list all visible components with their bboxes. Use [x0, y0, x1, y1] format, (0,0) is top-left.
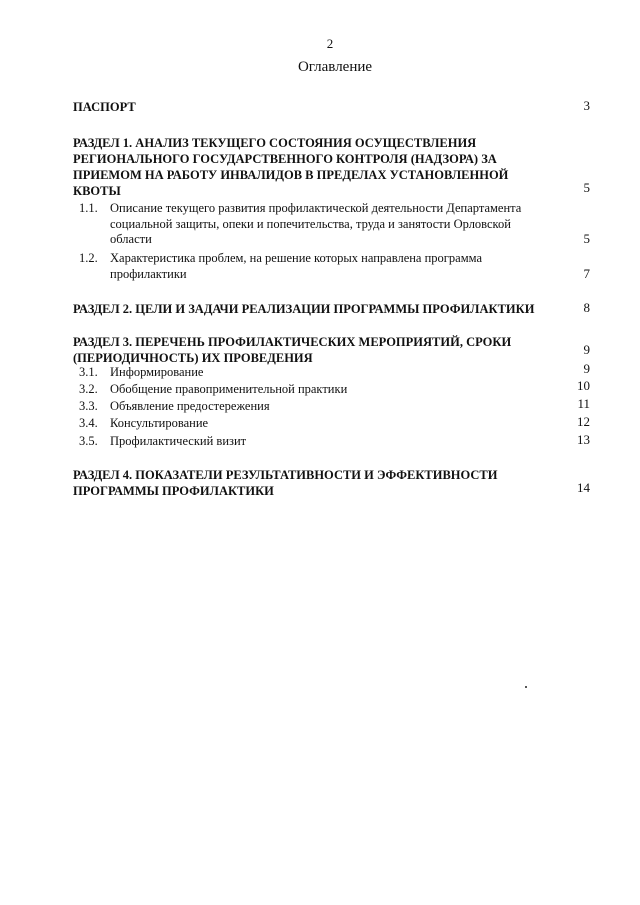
toc-page-ref: 3 [583, 98, 590, 113]
toc-page-ref: 8 [583, 300, 590, 315]
toc-entry-subsection-3-5[interactable] [110, 434, 530, 450]
toc-page-ref: 5 [583, 180, 590, 195]
toc-entry-text: Объявление предостережения [110, 399, 270, 413]
toc-title: Оглавление [297, 59, 373, 75]
toc-entry-subsection-3-1[interactable] [110, 365, 530, 381]
toc-entry-subsection-3-2[interactable] [110, 382, 530, 398]
toc-page-ref: 11 [577, 396, 590, 411]
toc-page-ref: 7 [583, 266, 590, 281]
toc-page-ref: 10 [577, 378, 590, 393]
toc-entry-subsection-1-1[interactable] [110, 201, 552, 248]
toc-entry-number: 1.2. [79, 251, 98, 265]
toc-entry-number: 3.1. [79, 365, 98, 379]
toc-page-ref: 5 [583, 231, 590, 246]
toc-entry-number: 3.4. [79, 416, 98, 430]
toc-entry-text: РАЗДЕЛ 4. ПОКАЗАТЕЛИ РЕЗУЛЬТАТИВНОСТИ И ЭФФЕКТИВНОСТИ ПРОГРАММЫ ПРОФИЛАКТИКИ [73, 468, 498, 498]
toc-page-ref: 9 [583, 342, 590, 357]
toc-page-ref: 14 [577, 480, 590, 495]
page-number: 2 [326, 36, 334, 51]
toc-entry-text: РАЗДЕЛ 1. АНАЛИЗ ТЕКУЩЕГО СОСТОЯНИЯ ОСУЩЕСТВЛЕНИЯ РЕГИОНАЛЬНОГО ГОСУДАРСТВЕННОГО КОНТРОЛЯ (НАДЗОРА) ЗА ПРИЕМОМ НА РАБОТУ ИНВАЛИДОВ В ПРЕДЕЛАХ УСТАНОВЛЕННОЙ КВОТЫ [73, 136, 509, 198]
toc-entry-subsection-1-2[interactable] [110, 251, 560, 282]
toc-entry-text: РАЗДЕЛ 3. ПЕРЕЧЕНЬ ПРОФИЛАКТИЧЕСКИХ МЕРОПРИЯТИЙ, СРОКИ (ПЕРИОДИЧНОСТЬ) ИХ ПРОВЕДЕНИЯ [73, 335, 512, 365]
stray-mark [525, 686, 527, 688]
toc-entry-text: Консультирование [110, 416, 209, 430]
toc-entry-number: 1.1. [79, 201, 98, 215]
toc-entry-passport[interactable] [73, 100, 513, 116]
toc-page-ref: 13 [577, 432, 590, 447]
toc-entry-number: 3.3. [79, 399, 98, 413]
toc-entry-subsection-3-3[interactable] [110, 399, 530, 415]
toc-entry-section-1[interactable] [73, 135, 551, 199]
toc-entry-text: ПАСПОРТ [73, 100, 136, 114]
toc-entry-text: Профилактический визит [110, 434, 247, 448]
toc-entry-text: РАЗДЕЛ 2. ЦЕЛИ И ЗАДАЧИ РЕАЛИЗАЦИИ ПРОГРАММЫ ПРОФИЛАКТИКИ [73, 302, 535, 316]
toc-page-ref: 12 [577, 414, 590, 429]
toc-entry-section-4[interactable] [73, 467, 543, 499]
toc-entry-subsection-3-4[interactable] [110, 416, 530, 432]
toc-entry-section-3[interactable] [73, 334, 551, 366]
toc-entry-text: Характеристика проблем, на решение которых направлена программа профилактики [110, 251, 482, 281]
toc-entry-number: 3.5. [79, 434, 98, 448]
toc-entry-section-2[interactable] [73, 302, 563, 318]
toc-entry-text: Обобщение правоприменительной практики [110, 382, 348, 396]
toc-entry-number: 3.2. [79, 382, 98, 396]
toc-entry-text: Описание текущего развития профилактической деятельности Департамента социальной защиты, опеки и попечительства, труда и занятости Орловской области [110, 201, 522, 246]
toc-entry-text: Информирование [110, 365, 204, 379]
toc-page-ref: 9 [583, 361, 590, 376]
